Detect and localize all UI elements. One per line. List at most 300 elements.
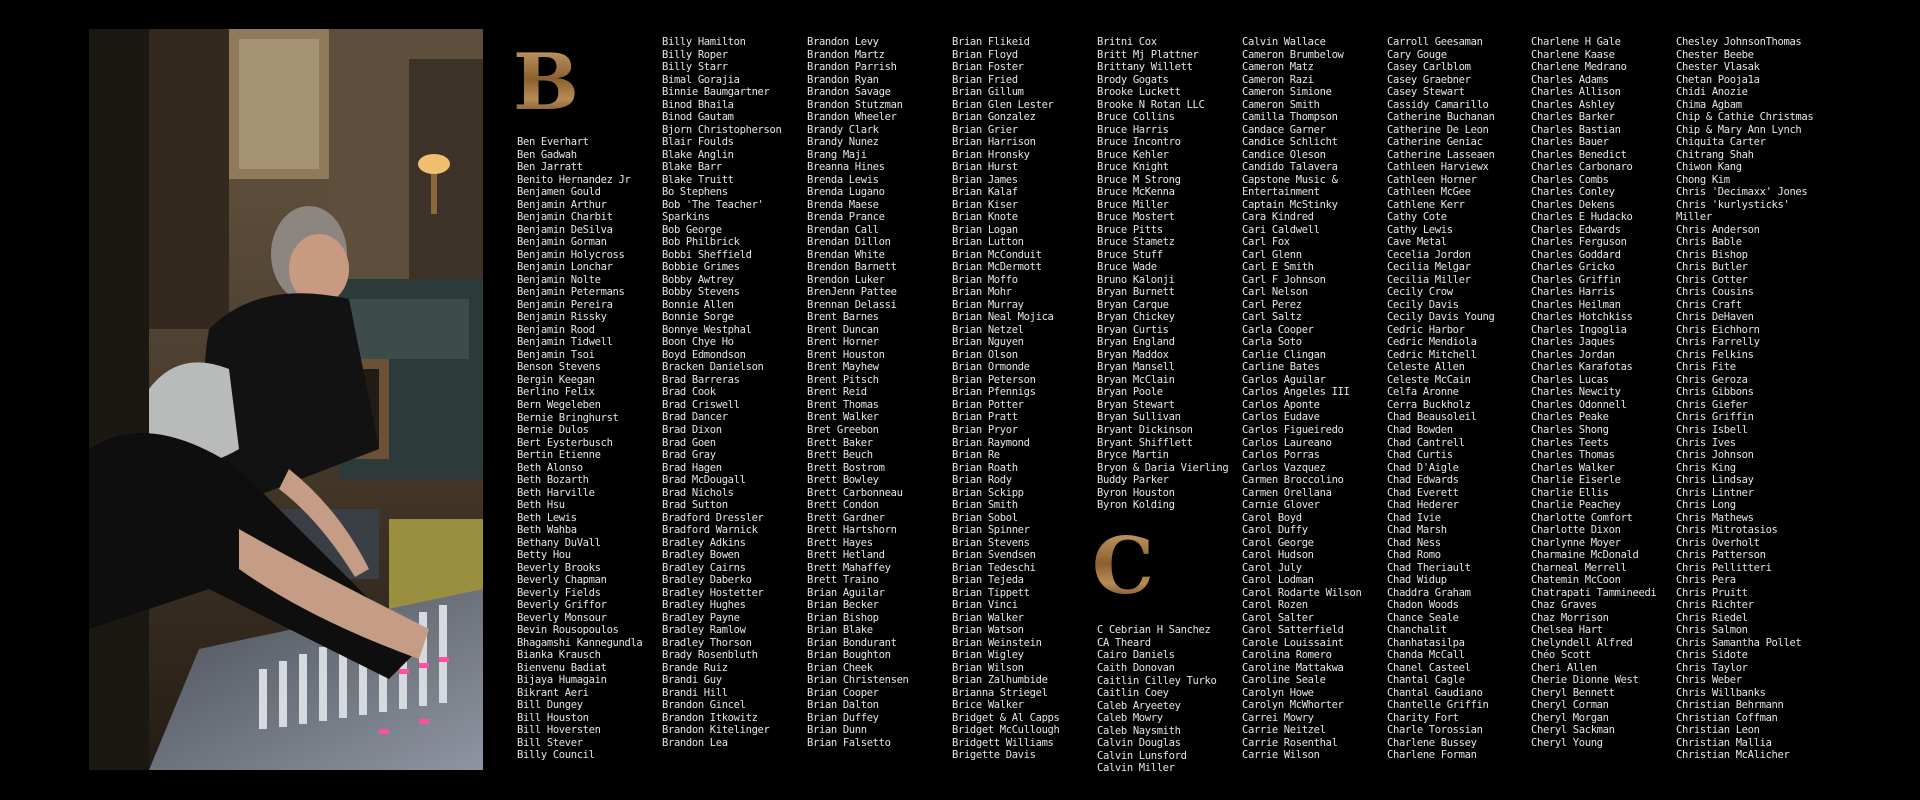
name-entry: Benjamin Tsoi — [517, 348, 595, 361]
name-entry: Bern Wegeleben — [517, 398, 601, 411]
name-entry: Chris Isbell — [1676, 423, 1748, 436]
name-entry: Chris Salmon — [1676, 624, 1748, 637]
name-entry: Carl Glenn — [1242, 248, 1302, 261]
name-entry: Blake Barr — [662, 161, 722, 174]
name-entry: Bill Hoversten — [517, 724, 601, 737]
name-entry: Chima Agbam — [1676, 98, 1742, 111]
name-entry: Chad Romo — [1387, 549, 1441, 562]
name-entry: Cave Metal — [1387, 236, 1447, 249]
name-entry: Carlos Aguilar — [1242, 373, 1326, 386]
name-entry: Carlos Angeles III — [1242, 386, 1350, 399]
name-entry: Bradley Daberko — [662, 574, 752, 587]
name-entry: Bergin Keegan — [517, 373, 595, 386]
name-entry: Carolina Romero — [1242, 649, 1332, 662]
name-entry: Bruce Harris — [1097, 123, 1169, 136]
name-entry: Charles Ferguson — [1531, 236, 1627, 249]
name-entry: Chris Pellitteri — [1676, 561, 1772, 574]
name-entry: Brandon Parrish — [807, 61, 897, 74]
name-entry: Chong Kim — [1676, 173, 1730, 186]
name-entry: Bruce Kehler — [1097, 148, 1169, 161]
name-entry: Christian Leon — [1676, 724, 1760, 737]
name-entry: Chester Beebe — [1676, 48, 1754, 61]
name-entry: Caitlin Cilley Turko — [1097, 674, 1217, 687]
name-entry: Brittany Willett — [1097, 61, 1193, 74]
name-entry: Carlos Laureano — [1242, 436, 1332, 449]
name-entry: Chidi Anozie — [1676, 86, 1748, 99]
name-entry: Brianna Striegel — [952, 686, 1048, 699]
name-entry: Captain McStinky — [1242, 198, 1338, 211]
name-entry: Brian Re — [952, 449, 1000, 462]
name-entry: Chris Riedel — [1676, 611, 1748, 624]
name-entry: Bryan Stewart — [1097, 398, 1175, 411]
name-entry: Cedric Mendiola — [1387, 336, 1477, 349]
name-entry: Bianka Krausch — [517, 649, 601, 662]
names-column-10 — [1676, 36, 1821, 762]
name-entry: Brody Gogats — [1097, 73, 1169, 86]
name-entry: Brent Reid — [807, 386, 867, 399]
name-entry: Chris Taylor — [1676, 661, 1748, 674]
name-entry: Cheri Allen — [1531, 661, 1597, 674]
name-entry: Brenda Lewis — [807, 173, 879, 186]
name-entry: Brian McConduit — [952, 248, 1042, 261]
name-entry: Bruce Miller — [1097, 198, 1169, 211]
name-entry: Chip & Cathie Christmas — [1676, 111, 1814, 124]
name-entry: Binod Bhaila — [662, 98, 734, 111]
name-entry: Brian Olson — [952, 348, 1018, 361]
name-entry: Brett Bowley — [807, 474, 879, 487]
name-entry: Bryon & Daria Vierling — [1097, 461, 1229, 474]
name-entry: Boon Chye Ho — [662, 336, 734, 349]
name-entry: Bob George — [662, 223, 722, 236]
name-entry: Celeste Allen — [1387, 361, 1465, 374]
name-entry: Carmen Broccolino — [1242, 474, 1344, 487]
name-entry: Brett Mahaffey — [807, 561, 891, 574]
names-column-8 — [1387, 36, 1532, 762]
name-entry: Chatrapati Tammineedi — [1531, 586, 1657, 599]
name-entry: Carl Saltz — [1242, 311, 1302, 324]
name-entry: Carlos Porras — [1242, 449, 1320, 462]
name-entry: Charles Bastian — [1531, 123, 1621, 136]
name-entry: Brian Gonzalez — [952, 111, 1036, 124]
name-entry: Betty Hou — [517, 549, 571, 562]
name-entry: Chris King — [1676, 461, 1736, 474]
name-entry: Brian Duffey — [807, 711, 879, 724]
name-entry: Carol Duffy — [1242, 524, 1308, 537]
name-entry: Cecily Davis — [1387, 298, 1459, 311]
name-entry: Brandon Wheeler — [807, 111, 897, 124]
name-entry: Britni Cox — [1097, 36, 1157, 48]
name-entry: Brent Pitsch — [807, 373, 879, 386]
name-entry: Chris Johnson — [1676, 449, 1754, 462]
name-entry: Charles Lucas — [1531, 373, 1609, 386]
name-entry: Chadon Woods — [1387, 599, 1459, 612]
names-column-4 — [952, 36, 1097, 762]
letter-b-heading: B — [513, 37, 579, 128]
name-entry: Charles Teets — [1531, 436, 1609, 449]
name-entry: Brian Tedeschi — [952, 561, 1036, 574]
name-entry: Bimal Gorajia — [662, 73, 740, 86]
name-entry: Cairo Daniels — [1097, 649, 1175, 662]
name-entry: Brandon Kitelinger — [662, 724, 770, 737]
name-entry: Benjamin DeSilva — [517, 223, 613, 236]
name-entry: Chanda McCall — [1387, 649, 1465, 662]
name-entry: Charles Karafotas — [1531, 361, 1633, 374]
name-entry: Benjamen Gould — [517, 186, 601, 199]
name-entry: Chris Weber — [1676, 674, 1742, 687]
name-entry: Brandy Clark — [807, 123, 879, 136]
name-entry: Brett Traino — [807, 574, 879, 587]
name-entry: Brian Wigley — [952, 649, 1024, 662]
name-entry: Blair Foulds — [662, 136, 734, 149]
name-entry: Charlene Kaase — [1531, 48, 1615, 61]
name-entry: Benjamin Pereira — [517, 298, 613, 311]
name-entry: Bradley Thorson — [662, 636, 752, 649]
name-entry: Brian James — [952, 173, 1018, 186]
name-entry: Charles Ashley — [1531, 98, 1615, 111]
name-entry: Brian Kiser — [952, 198, 1018, 211]
name-entry: Brad Nichols — [662, 486, 734, 499]
name-entry: Chris Cousins — [1676, 286, 1754, 299]
name-entry: Chris Mathews — [1676, 511, 1754, 524]
name-entry: Calvin Douglas — [1097, 737, 1181, 750]
name-entry: Cedric Harbor — [1387, 323, 1465, 336]
name-entry: Chris Eichhorn — [1676, 323, 1760, 336]
name-entry: Chad Cantrell — [1387, 436, 1465, 449]
name-entry: Chris Craft — [1676, 298, 1742, 311]
name-entry: Boyd Edmondson — [662, 348, 746, 361]
name-entry: Benjamin Lonchar — [517, 261, 613, 274]
name-entry: Chris Anderson — [1676, 223, 1760, 236]
name-entry: Charles Allison — [1531, 86, 1621, 99]
name-entry: Brian Foster — [952, 61, 1024, 74]
names-column-3 — [807, 36, 952, 749]
name-entry: Cary Gouge — [1387, 48, 1447, 61]
name-entry: Casey Stewart — [1387, 86, 1465, 99]
name-entry: Chris Sidote — [1676, 649, 1748, 662]
name-entry: Cherie Dionne West — [1531, 674, 1639, 687]
name-entry: Carrie Rosenthal — [1242, 736, 1338, 749]
name-entry: Brian Dunn — [807, 724, 867, 737]
name-entry: Brian Floyd — [952, 48, 1018, 61]
name-entry: Bob 'The Teacher' — [662, 198, 764, 211]
name-entry: Brian Weinstein — [952, 636, 1042, 649]
name-entry: Charles Carbonaro — [1531, 161, 1633, 174]
name-entry: Brad Dixon — [662, 423, 722, 436]
name-entry: Cheryl Corman — [1531, 699, 1609, 712]
name-entry: Chris DeHaven — [1676, 311, 1754, 324]
name-entry: Charlie Eiserle — [1531, 474, 1621, 487]
name-entry: Chad Ness — [1387, 536, 1441, 549]
name-entry: Brian Vinci — [952, 599, 1018, 612]
name-entry: Brian Sckipp — [952, 486, 1024, 499]
name-entry: Brian Raymond — [952, 436, 1030, 449]
name-entry: Beth Harville — [517, 486, 595, 499]
name-entry: Brian Blake — [807, 624, 873, 637]
name-entry: Charles Bauer — [1531, 136, 1609, 149]
name-entry: Chris Felkins — [1676, 348, 1754, 361]
name-entry: Brandon Gincel — [662, 699, 746, 712]
name-entry: Ben Gadwah — [517, 148, 577, 161]
name-entry: Cathlene Kerr — [1387, 198, 1465, 211]
name-entry: Chatemin McCoon — [1531, 574, 1621, 587]
name-entry: Brian Cooper — [807, 686, 879, 699]
name-entry: Brenda Prance — [807, 211, 885, 224]
name-entry: Capstone Music & — [1242, 173, 1338, 186]
name-entry: Carroll Geesaman — [1387, 36, 1483, 48]
name-entry: Brandon Lea — [662, 736, 728, 749]
name-entry: Charles Dekens — [1531, 198, 1615, 211]
name-entry: Bridget & Al Capps — [952, 711, 1060, 724]
name-entry: Brian Peterson — [952, 373, 1036, 386]
name-entry: Brian Potter — [952, 398, 1024, 411]
name-entry: CA Theard — [1097, 636, 1151, 649]
name-entry: Bryan Burnett — [1097, 286, 1175, 299]
name-entry: Chance Seale — [1387, 611, 1459, 624]
name-entry: Benjamin Arthur — [517, 198, 607, 211]
name-entry: Carol July — [1242, 561, 1302, 574]
name-entry: Brian Grier — [952, 123, 1018, 136]
name-entry: Candace Garner — [1242, 123, 1326, 136]
name-entry: Bobbie Grimes — [662, 261, 740, 274]
name-entry: Bruce Pitts — [1097, 223, 1163, 236]
name-entry: Brendon Luker — [807, 273, 885, 286]
name-entry: Carlie Clingan — [1242, 348, 1326, 361]
name-entry: Chris Giefer — [1676, 398, 1748, 411]
name-entry: Carole Louissaint — [1242, 636, 1344, 649]
name-entry: Beth Lewis — [517, 511, 577, 524]
name-entry: Cecilia Miller — [1387, 273, 1471, 286]
name-entry: Chantal Gaudiano — [1387, 686, 1483, 699]
name-entry: Bill Houston — [517, 711, 589, 724]
name-entry: Bijaya Humagain — [517, 674, 607, 687]
name-entry: Brandon Stutzman — [807, 98, 903, 111]
name-entry: Brian Smith — [952, 499, 1018, 512]
name-entry: Bryan Chickey — [1097, 311, 1175, 324]
name-entry: Cameron Matz — [1242, 61, 1314, 74]
name-entry: Casey Carlblom — [1387, 61, 1471, 74]
name-entry: Chris Willbanks — [1676, 686, 1766, 699]
name-entry: Charles Thomas — [1531, 449, 1615, 462]
name-entry: Chris Ives — [1676, 436, 1736, 449]
name-entry: Brad McDougall — [662, 474, 746, 487]
name-entry: C Cebrian H Sanchez — [1097, 624, 1211, 637]
name-entry: Caitlin Coey — [1097, 687, 1169, 700]
name-entry: Chris Richter — [1676, 599, 1754, 612]
name-entry: Entertainment — [1242, 186, 1320, 199]
name-entry: Brent Horner — [807, 336, 879, 349]
name-entry: Charles Walker — [1531, 461, 1615, 474]
name-entry: Chris Pera — [1676, 574, 1736, 587]
name-entry: Bradley Adkins — [662, 536, 746, 549]
name-entry: Brandi Hill — [662, 686, 728, 699]
name-entry: Brian Svendsen — [952, 549, 1036, 562]
name-entry: Cameron Simione — [1242, 86, 1332, 99]
name-entry: Charles Shong — [1531, 423, 1609, 436]
name-entry: Charles Ingoglia — [1531, 323, 1627, 336]
name-entry: Celeste McCain — [1387, 373, 1471, 386]
name-entry: Cheryl Sackman — [1531, 724, 1615, 737]
name-entry: Caroline Mattakwa — [1242, 661, 1344, 674]
name-entry: Bobbi Sheffield — [662, 248, 752, 261]
name-entry: Brandon Savage — [807, 86, 891, 99]
name-entry: Brian Murray — [952, 298, 1024, 311]
name-entry: Beverly Chapman — [517, 574, 607, 587]
name-entry: Brian Fried — [952, 73, 1018, 86]
name-entry: Carlos Figueiredo — [1242, 423, 1344, 436]
name-entry: Christian Mallia — [1676, 736, 1772, 749]
name-entry: Brett Bostrom — [807, 461, 885, 474]
name-entry: Carnie Glover — [1242, 499, 1320, 512]
name-entry: Catherine Geniac — [1387, 136, 1483, 149]
name-entry: Bryan England — [1097, 336, 1175, 349]
name-entry: Bruce Stuff — [1097, 248, 1163, 261]
name-entry: Brendan Call — [807, 223, 879, 236]
name-entry: Charmaine McDonald — [1531, 549, 1639, 562]
name-entry: Benson Stevens — [517, 361, 601, 374]
name-entry: Chris Long — [1676, 499, 1736, 512]
name-entry: Brian Logan — [952, 223, 1018, 236]
name-entry: Chad Hederer — [1387, 499, 1459, 512]
name-entry: Bruce Mostert — [1097, 211, 1175, 224]
name-entry: Carlos Vazquez — [1242, 461, 1326, 474]
name-entry: Brennan Delassi — [807, 298, 897, 311]
name-entry: Carol Satterfield — [1242, 624, 1344, 637]
name-entry: Bethany DuVall — [517, 536, 601, 549]
name-entry: Bryan McClain — [1097, 373, 1175, 386]
name-entry: Chad Bowden — [1387, 423, 1453, 436]
name-entry: Charles Conley — [1531, 186, 1615, 199]
name-entry: Chiquita Carter — [1676, 136, 1766, 149]
name-entry: Bryce Martin — [1097, 449, 1169, 462]
name-entry: Bonnye Westphal — [662, 323, 752, 336]
name-entry: Bruce Collins — [1097, 111, 1175, 124]
name-entry: Brandi Guy — [662, 674, 722, 687]
name-entry: Cathy Lewis — [1387, 223, 1453, 236]
name-entry: Chad Widup — [1387, 574, 1447, 587]
name-entry: Charlie Peachey — [1531, 499, 1621, 512]
name-entry: Buddy Parker — [1097, 474, 1169, 487]
name-entry: Charles Griffin — [1531, 273, 1621, 286]
name-entry: Chester Vlasak — [1676, 61, 1760, 74]
name-entry: Cara Kindred — [1242, 211, 1314, 224]
name-entry: Charles Peake — [1531, 411, 1609, 424]
name-entry: Chad Edwards — [1387, 474, 1459, 487]
name-entry: Benjamin Rood — [517, 323, 595, 336]
name-entry: Cathleen Harviewx — [1387, 161, 1489, 174]
name-entry: Bobby Awtrey — [662, 273, 734, 286]
name-entry: Cedric Mitchell — [1387, 348, 1477, 361]
name-entry: Brian Bondurant — [807, 636, 897, 649]
name-entry: Chris Overholt — [1676, 536, 1760, 549]
name-entry: Bret Greebon — [807, 423, 879, 436]
name-entry: Bridgett Williams — [952, 736, 1054, 749]
name-entry: Chaz Graves — [1531, 599, 1597, 612]
name-entry: Brian Aguilar — [807, 586, 885, 599]
name-entry: Christian Behrmann — [1676, 699, 1784, 712]
name-entry: Brady Rosenbluth — [662, 649, 758, 662]
name-entry: Brian Falsetto — [807, 736, 891, 749]
name-entry: Brent Barnes — [807, 311, 879, 324]
name-entry: Brian Zalhumbide — [952, 674, 1048, 687]
name-entry: Chris 'kurlysticks' — [1676, 198, 1790, 211]
name-entry: Brian Neal Mojica — [952, 311, 1054, 324]
name-entry: Bryant Dickinson — [1097, 423, 1193, 436]
name-entry: Carla Soto — [1242, 336, 1302, 349]
name-entry: Brenda Lugano — [807, 186, 885, 199]
name-entry: Charlotte Comfort — [1531, 511, 1633, 524]
name-entry: Benjamin Rissky — [517, 311, 607, 324]
name-entry: Charles Jaques — [1531, 336, 1615, 349]
name-entry: Chaz Morrison — [1531, 611, 1609, 624]
name-entry: Catherine De Leon — [1387, 123, 1489, 136]
name-entry: Carlos Aponte — [1242, 398, 1320, 411]
name-entry: Chad Beausoleil — [1387, 411, 1477, 424]
name-entry: Chanchalit — [1387, 624, 1447, 637]
name-entry: Catherine Buchanan — [1387, 111, 1495, 124]
name-entry: Bryan Sullivan — [1097, 411, 1181, 424]
names-column-1 — [517, 36, 662, 762]
name-entry: Bernie Dulos — [517, 424, 589, 437]
name-entry: Brian Spinner — [952, 524, 1030, 537]
name-entry: Bradley Cairns — [662, 561, 746, 574]
name-entry: Bhagamshi Kannegundla — [517, 636, 643, 649]
name-entry: Bryan Carque — [1097, 298, 1169, 311]
name-entry: Charles Adams — [1531, 73, 1609, 86]
name-entry: Chris Lindsay — [1676, 474, 1754, 487]
name-entry: Bradley Ramlow — [662, 624, 746, 637]
name-entry: Bracken Danielson — [662, 361, 764, 374]
name-entry: Cheryl Bennett — [1531, 686, 1615, 699]
name-entry: Brian Glen Lester — [952, 98, 1054, 111]
name-entry: Bobby Stevens — [662, 286, 740, 299]
name-entry: Carl Perez — [1242, 298, 1302, 311]
name-entry: Cathy Cote — [1387, 211, 1447, 224]
name-entry: Brian Hronsky — [952, 148, 1030, 161]
name-entry: Carol Salter — [1242, 611, 1314, 624]
name-entry: Chris 'Decimaxx' Jones — [1676, 186, 1808, 199]
name-entry: Brian Roath — [952, 461, 1018, 474]
name-entry: Carlos Eudave — [1242, 411, 1320, 424]
name-entry: Brad Barreras — [662, 373, 740, 386]
name-entry: Brendan White — [807, 248, 885, 261]
name-entry: Chad Curtis — [1387, 449, 1453, 462]
name-entry: Bevin Rousopoulos — [517, 624, 619, 637]
name-entry: Beverly Fields — [517, 586, 601, 599]
name-entry: Caroline Seale — [1242, 674, 1326, 687]
name-entry: Blake Anglin — [662, 148, 734, 161]
name-entry: Bryant Shifflett — [1097, 436, 1193, 449]
name-entry: Chris Samantha Pollet — [1676, 636, 1802, 649]
name-entry: Cecelia Jordon — [1387, 248, 1471, 261]
name-entry: Beth Alonso — [517, 461, 583, 474]
name-entry: Bruce McKenna — [1097, 186, 1175, 199]
name-entry: Bikrant Aeri — [517, 686, 589, 699]
name-entry: Cecily Davis Young — [1387, 311, 1495, 324]
name-entry: Bruce Incontro — [1097, 136, 1181, 149]
name-entry: Chelyndell Alfred — [1531, 636, 1633, 649]
name-entry: Charles Jordan — [1531, 348, 1615, 361]
name-entry: Blake Truitt — [662, 173, 734, 186]
name-entry: Brent Duncan — [807, 323, 879, 336]
name-entry: Brice Walker — [952, 699, 1024, 712]
name-entry: Bert Eysterbusch — [517, 436, 613, 449]
name-entry: Charles Edwards — [1531, 223, 1621, 236]
name-entry: Bryan Mansell — [1097, 361, 1175, 374]
name-entry: Cecily Crow — [1387, 286, 1453, 299]
name-entry: Brande Ruiz — [662, 661, 728, 674]
name-entry: Carol Rodarte Wilson — [1242, 586, 1362, 599]
name-entry: Benito Hernandez Jr — [517, 173, 631, 186]
